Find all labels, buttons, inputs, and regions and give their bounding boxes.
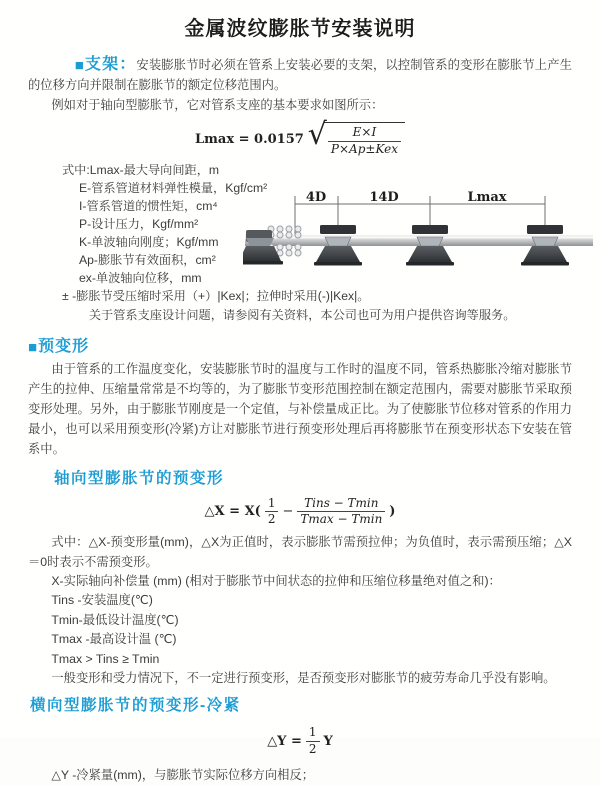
variable-line: 式中:Lmax-最大导向间距，m [62,162,220,177]
plus-minus-note: ± -膨胀节受压缩时采用（+）|Kex|；拉伸时采用(-)|Kex|。 [62,288,370,303]
preset-section-heading-row [28,337,572,357]
fraction-numerator: E×I [328,126,401,142]
lateral-subheading: 横向型膨胀节的预变形-冷紧 [30,697,241,715]
one-half-fraction [265,497,279,528]
preset-body-paragraph: 由于管系的工作温度变化，安装膨胀节时的温度与工作时的温度不同，管系热膨胀冷缩对膨胀节产生的拉伸、压缩量常常是不均等的，为了膨胀节变形范围控制在额定范围内，需要对膨胀节采取预变形处理。另外，由于膨胀节刚度是一个定值，与补偿量成正比。为了使膨胀节位移对管系的作用力最小，也可以采用预变形(冷紧)方让对膨胀节进行预变形处理后再将膨胀节在预变形状态下安装在管系中。 [28,361,572,456]
fraction [328,126,401,157]
consult-note: 关于管系支座设计问题，请参阅有关资料，本公司也可为用户提供咨询等服务。 [88,307,516,322]
axial-note: Tmax > Tins ≥ Tmin [51,651,160,666]
pipe-support-diagram [243,190,595,288]
axial-note: 一般变形和受力情况下，不一定进行预变形，是否预变形对膨胀节的疲劳寿命几乎没有影响。 [51,671,556,686]
dim-label-14d: 14D [369,190,399,205]
fraction-numerator: 1 [306,726,320,742]
axial-subheading: 轴向型膨胀节的预变形 [54,469,225,487]
one-half-fraction [306,726,320,757]
minus-sign: − [282,504,294,520]
support-section-heading: 支架： [84,56,137,73]
radicand [324,122,405,157]
fraction-denominator: 2 [308,742,317,757]
axial-preset-formula [28,497,572,528]
axial-notes [28,533,572,688]
formula-lhs: △X = X( [204,504,261,520]
fraction-numerator: 1 [265,497,279,513]
section-bullet-icon: ■ [28,338,38,356]
variable-line: K-单波轴向刚度；Kgf/mm [79,234,219,249]
support-intro-text: 安装膨胀节时必须在管系上安装必要的支架，以控制管系的变形在膨胀节上产生的位移方向并限制在膨胀节的额定位移范围内。 [28,58,572,92]
sqrt-expression [307,117,405,157]
dim-label-4d: 4D [305,190,327,205]
formula-lhs: Lmax = 0.0157 [195,131,304,147]
formula-lhs: △Y = [267,734,302,750]
page-title: 金属波纹膨胀节安装说明 [184,18,416,40]
lateral-preset-formula [28,726,572,757]
variable-line: E-管系管道材料弹性模量，Kgf/cm² [79,180,268,195]
fraction-numerator: Tins − Tmin [297,497,385,513]
support-intro-paragraph [28,55,572,95]
support-example-line: 例如对于轴向型膨胀节，它对管系支座的基本要求如图所示： [51,98,384,112]
guide-spacing-formula [28,117,572,157]
variable-line: Ap-膨胀节有效面积，cm² [79,252,216,267]
axial-note: Tmin-最低设计温度(℃) [51,612,179,627]
radical-sign: √ [307,117,327,152]
fraction-denominator: Tmax − Tmin [300,512,383,527]
dim-label-lmax: Lmax [467,190,507,205]
axial-note: 式中：△X-预变形量(mm)，△X为正值时，表示膨胀节需预拉伸；为负值时，表示需预压缩；△X＝0时表示不需预变形。 [28,535,572,569]
variable-line: P-设计压力，Kgf/mm² [79,216,199,231]
axial-note: Tins -安装温度(℃) [51,593,153,608]
fraction-denominator: P×Ap±Kex [330,141,398,156]
section-bullet-icon: ■ [74,57,84,74]
variable-line: ex-单波轴向位移，mm [79,270,202,285]
close-paren: ) [389,504,396,520]
axial-note: Tmax -最高设计温 (℃) [51,632,177,647]
lateral-note: △Y -冷紧量(mm)，与膨胀节实际位移方向相反； [51,768,315,783]
fraction-denominator: 2 [267,512,276,527]
formula-rhs: Y [323,734,333,750]
preset-section-heading: 预变形 [38,337,90,355]
variable-line: I-管系管道的惯性矩，cm⁴ [79,198,218,213]
axial-note: X-实际轴向补偿量 (mm) (相对于膨胀节中间状态的拉伸和压缩位移量绝对值之和)： [51,574,501,588]
temperature-fraction [297,497,385,528]
